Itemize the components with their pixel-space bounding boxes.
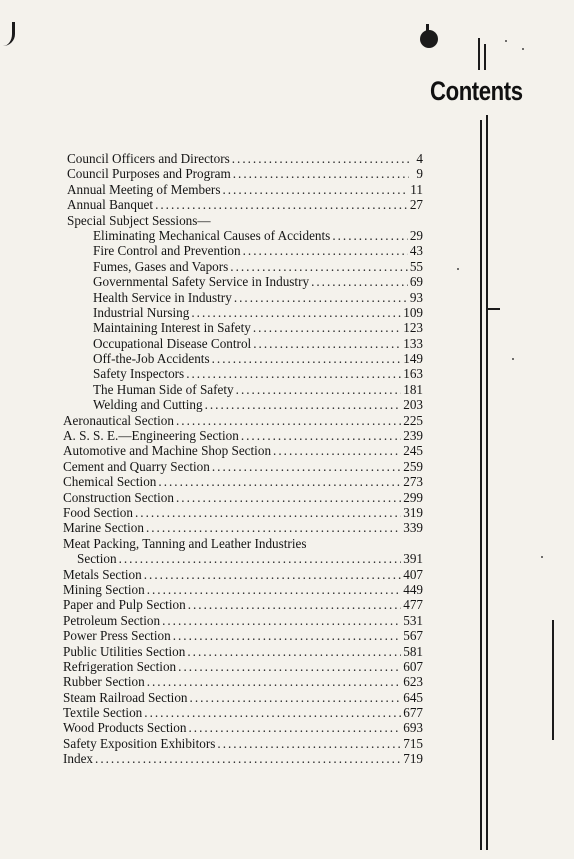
toc-entry-page-number: 259 xyxy=(403,458,423,474)
toc-entry-page-number: 203 xyxy=(403,397,423,413)
toc-entry-label: Health Service in Industry xyxy=(93,289,232,305)
toc-entry xyxy=(63,213,423,228)
toc-entry-page-number: 581 xyxy=(403,643,423,659)
toc-entry xyxy=(63,459,423,474)
dot-leader xyxy=(186,366,401,381)
toc-entry xyxy=(63,305,423,320)
toc-entry xyxy=(63,351,423,366)
dot-leader xyxy=(176,490,401,505)
toc-entry xyxy=(63,567,423,582)
rule-line xyxy=(486,115,488,850)
rule-line xyxy=(480,120,482,850)
toc-entry-page-number: 693 xyxy=(403,720,423,736)
toc-entry-label: Refrigeration Section xyxy=(63,658,177,674)
rule-tick xyxy=(486,308,500,310)
toc-entry-page-number: 225 xyxy=(403,412,423,428)
toc-entry-label: Mining Section xyxy=(63,581,145,597)
toc-entry-label: Occupational Disease Control xyxy=(93,335,252,351)
toc-entry xyxy=(63,520,423,535)
toc-entry xyxy=(63,613,423,628)
dot-leader xyxy=(212,459,401,474)
toc-entry-label: Council Officers and Directors xyxy=(67,151,230,166)
dot-leader xyxy=(173,628,402,643)
toc-entry-label: Industrial Nursing xyxy=(93,304,190,320)
toc-entry-page-number: 27 xyxy=(409,197,423,213)
toc-entry-label: Marine Section xyxy=(63,520,144,536)
toc-entry-label: Automotive and Machine Shop Section xyxy=(63,443,272,459)
ink-speck xyxy=(505,40,507,42)
toc-entry-label: Safety Inspectors xyxy=(93,366,185,382)
toc-entry-page-number: 4 xyxy=(416,151,423,166)
dot-leader xyxy=(212,351,402,366)
toc-entry-page-number: 391 xyxy=(403,551,423,567)
dot-leader xyxy=(230,259,408,274)
toc-entry-page-number: 339 xyxy=(403,520,423,536)
page-title: Contents xyxy=(430,76,523,106)
toc-entry xyxy=(63,751,423,766)
dot-leader xyxy=(253,336,401,351)
toc-entry-label: Cement and Quarry Section xyxy=(63,458,210,474)
dot-leader xyxy=(232,151,409,166)
toc-entry-label: Metals Section xyxy=(63,566,142,582)
dot-leader xyxy=(236,382,402,397)
toc-entry xyxy=(63,720,423,735)
toc-entry-label: Power Press Section xyxy=(63,628,171,644)
toc-entry xyxy=(63,582,423,597)
toc-entry xyxy=(63,366,423,381)
rule-line xyxy=(478,38,480,70)
toc-entry-page-number: 273 xyxy=(403,474,423,490)
toc-entry-label: Maintaining Interest in Safety xyxy=(93,320,251,336)
toc-entry-label: Governmental Safety Service in Industry xyxy=(93,274,310,290)
toc-entry xyxy=(63,659,423,674)
toc-entry xyxy=(63,320,423,335)
toc-entry-page-number: 69 xyxy=(409,274,423,290)
ink-speck xyxy=(512,358,514,360)
print-mark-left xyxy=(2,22,15,46)
dot-leader xyxy=(176,413,401,428)
toc-entry-page-number: 245 xyxy=(403,443,423,459)
toc-entry-label: Rubber Section xyxy=(63,674,145,690)
toc-entry-label: Steam Railroad Section xyxy=(63,689,188,705)
toc-entry xyxy=(63,259,423,274)
toc-entry-page-number: 29 xyxy=(409,227,423,243)
toc-entry-page-number: 607 xyxy=(403,658,423,674)
toc-entry-page-number: 719 xyxy=(403,751,423,767)
toc-entry-label: Aeronautical Section xyxy=(63,412,174,428)
dot-leader xyxy=(146,520,401,535)
toc-entry xyxy=(63,674,423,689)
toc-entry-page-number: 407 xyxy=(403,566,423,582)
print-mark-top xyxy=(420,30,438,48)
toc-entry-page-number: 181 xyxy=(403,381,423,397)
dot-leader xyxy=(147,674,402,689)
dot-leader xyxy=(273,443,401,458)
dot-leader xyxy=(332,228,408,243)
toc-entry-page-number: 677 xyxy=(403,705,423,721)
toc-entry-label: Fire Control and Prevention xyxy=(93,243,241,259)
toc-entry xyxy=(63,428,423,443)
toc-entry xyxy=(63,336,423,351)
toc-entry xyxy=(63,597,423,612)
dot-leader xyxy=(205,397,402,412)
toc-entry-page-number: 477 xyxy=(403,597,423,613)
toc-entry-label: The Human Side of Safety xyxy=(93,381,234,397)
toc-entry xyxy=(63,644,423,659)
dot-leader xyxy=(95,751,401,766)
toc-entry-label: Food Section xyxy=(63,504,133,520)
dot-leader xyxy=(188,597,402,612)
dot-leader xyxy=(190,690,402,705)
toc-entry-page-number: 149 xyxy=(403,351,423,367)
toc-entry xyxy=(63,443,423,458)
dot-leader xyxy=(178,659,401,674)
toc-entry-page-number: 715 xyxy=(403,735,423,751)
rule-line xyxy=(484,44,486,70)
dot-leader xyxy=(162,613,401,628)
toc-entry-page-number: 449 xyxy=(403,581,423,597)
dot-leader xyxy=(119,551,402,566)
dot-leader xyxy=(135,505,401,520)
toc-entry-label: Eliminating Mechanical Causes of Accidents xyxy=(93,227,331,243)
toc-entry-label: Special Subject Sessions— xyxy=(67,212,211,228)
toc-entry xyxy=(63,505,423,520)
toc-entry xyxy=(63,705,423,720)
toc-entry-label: Index xyxy=(63,751,94,767)
dot-leader xyxy=(222,182,408,197)
dot-leader xyxy=(234,290,408,305)
toc-entry xyxy=(63,182,423,197)
toc-entry-page-number: 123 xyxy=(403,320,423,336)
dot-leader xyxy=(144,705,401,720)
toc-entry xyxy=(63,397,423,412)
toc-entry-label: Paper and Pulp Section xyxy=(63,597,186,613)
toc-entry-label: Wood Products Section xyxy=(63,720,187,736)
dot-leader xyxy=(233,166,409,181)
ink-speck xyxy=(522,48,524,50)
dot-leader xyxy=(253,320,401,335)
toc-entry-label: Fumes, Gases and Vapors xyxy=(93,258,229,274)
toc-entry-page-number: 299 xyxy=(403,489,423,505)
toc-entry-page-number: 567 xyxy=(403,628,423,644)
toc-entry xyxy=(63,536,423,551)
dot-leader xyxy=(191,305,401,320)
toc-entry-label: Safety Exposition Exhibitors xyxy=(63,735,216,751)
dot-leader xyxy=(144,567,401,582)
toc-entry-page-number: 163 xyxy=(403,366,423,382)
dot-leader xyxy=(158,474,401,489)
rule-line xyxy=(552,620,554,740)
toc-entry xyxy=(63,151,423,166)
dot-leader xyxy=(217,736,401,751)
toc-entry xyxy=(63,628,423,643)
toc-entry-label: Meat Packing, Tanning and Leather Industries xyxy=(63,535,307,551)
toc-entry xyxy=(63,166,423,181)
toc-entry-page-number: 133 xyxy=(403,335,423,351)
toc-entry xyxy=(63,243,423,258)
dot-leader xyxy=(241,428,401,443)
toc-entry-label: Annual Banquet xyxy=(67,197,154,213)
toc-entry-page-number: 239 xyxy=(403,428,423,444)
dot-leader xyxy=(311,274,408,289)
toc-entry xyxy=(63,490,423,505)
toc-entry xyxy=(63,290,423,305)
toc-entry xyxy=(63,690,423,705)
dot-leader xyxy=(187,644,401,659)
ink-speck xyxy=(457,268,459,270)
toc-entry xyxy=(63,274,423,289)
toc-entry-label: Textile Section xyxy=(63,705,143,721)
table-of-contents xyxy=(63,151,423,767)
toc-entry-label: Petroleum Section xyxy=(63,612,161,628)
toc-entry-label: A. S. S. E.—Engineering Section xyxy=(63,428,239,444)
toc-entry-page-number: 55 xyxy=(409,258,423,274)
toc-entry xyxy=(63,228,423,243)
toc-entry-page-number: 109 xyxy=(403,304,423,320)
toc-entry xyxy=(63,413,423,428)
toc-entry-label: Annual Meeting of Members xyxy=(67,181,221,197)
toc-entry-label: Chemical Section xyxy=(63,474,157,490)
toc-entry-page-number: 319 xyxy=(403,504,423,520)
toc-entry-page-number: 645 xyxy=(403,689,423,705)
toc-entry xyxy=(63,474,423,489)
toc-entry xyxy=(63,736,423,751)
toc-entry xyxy=(63,197,423,212)
dot-leader xyxy=(188,720,401,735)
toc-entry-page-number: 93 xyxy=(409,289,423,305)
toc-entry-label: Council Purposes and Program xyxy=(67,166,231,182)
toc-entry-page-number: 531 xyxy=(403,612,423,628)
toc-entry-label: Off-the-Job Accidents xyxy=(93,351,210,367)
dot-leader xyxy=(243,243,408,258)
toc-entry-page-number: 43 xyxy=(409,243,423,259)
toc-entry-label: Section xyxy=(77,551,117,567)
toc-entry-page-number: 9 xyxy=(416,166,423,182)
dot-leader xyxy=(147,582,402,597)
toc-entry-page-number: 623 xyxy=(403,674,423,690)
toc-entry-label: Public Utilities Section xyxy=(63,643,186,659)
ink-speck xyxy=(541,556,543,558)
dot-leader xyxy=(155,197,408,212)
toc-entry-label: Construction Section xyxy=(63,489,174,505)
toc-entry xyxy=(63,382,423,397)
toc-entry xyxy=(63,551,423,566)
toc-entry-page-number: 11 xyxy=(410,181,423,197)
toc-entry-label: Welding and Cutting xyxy=(93,397,203,413)
